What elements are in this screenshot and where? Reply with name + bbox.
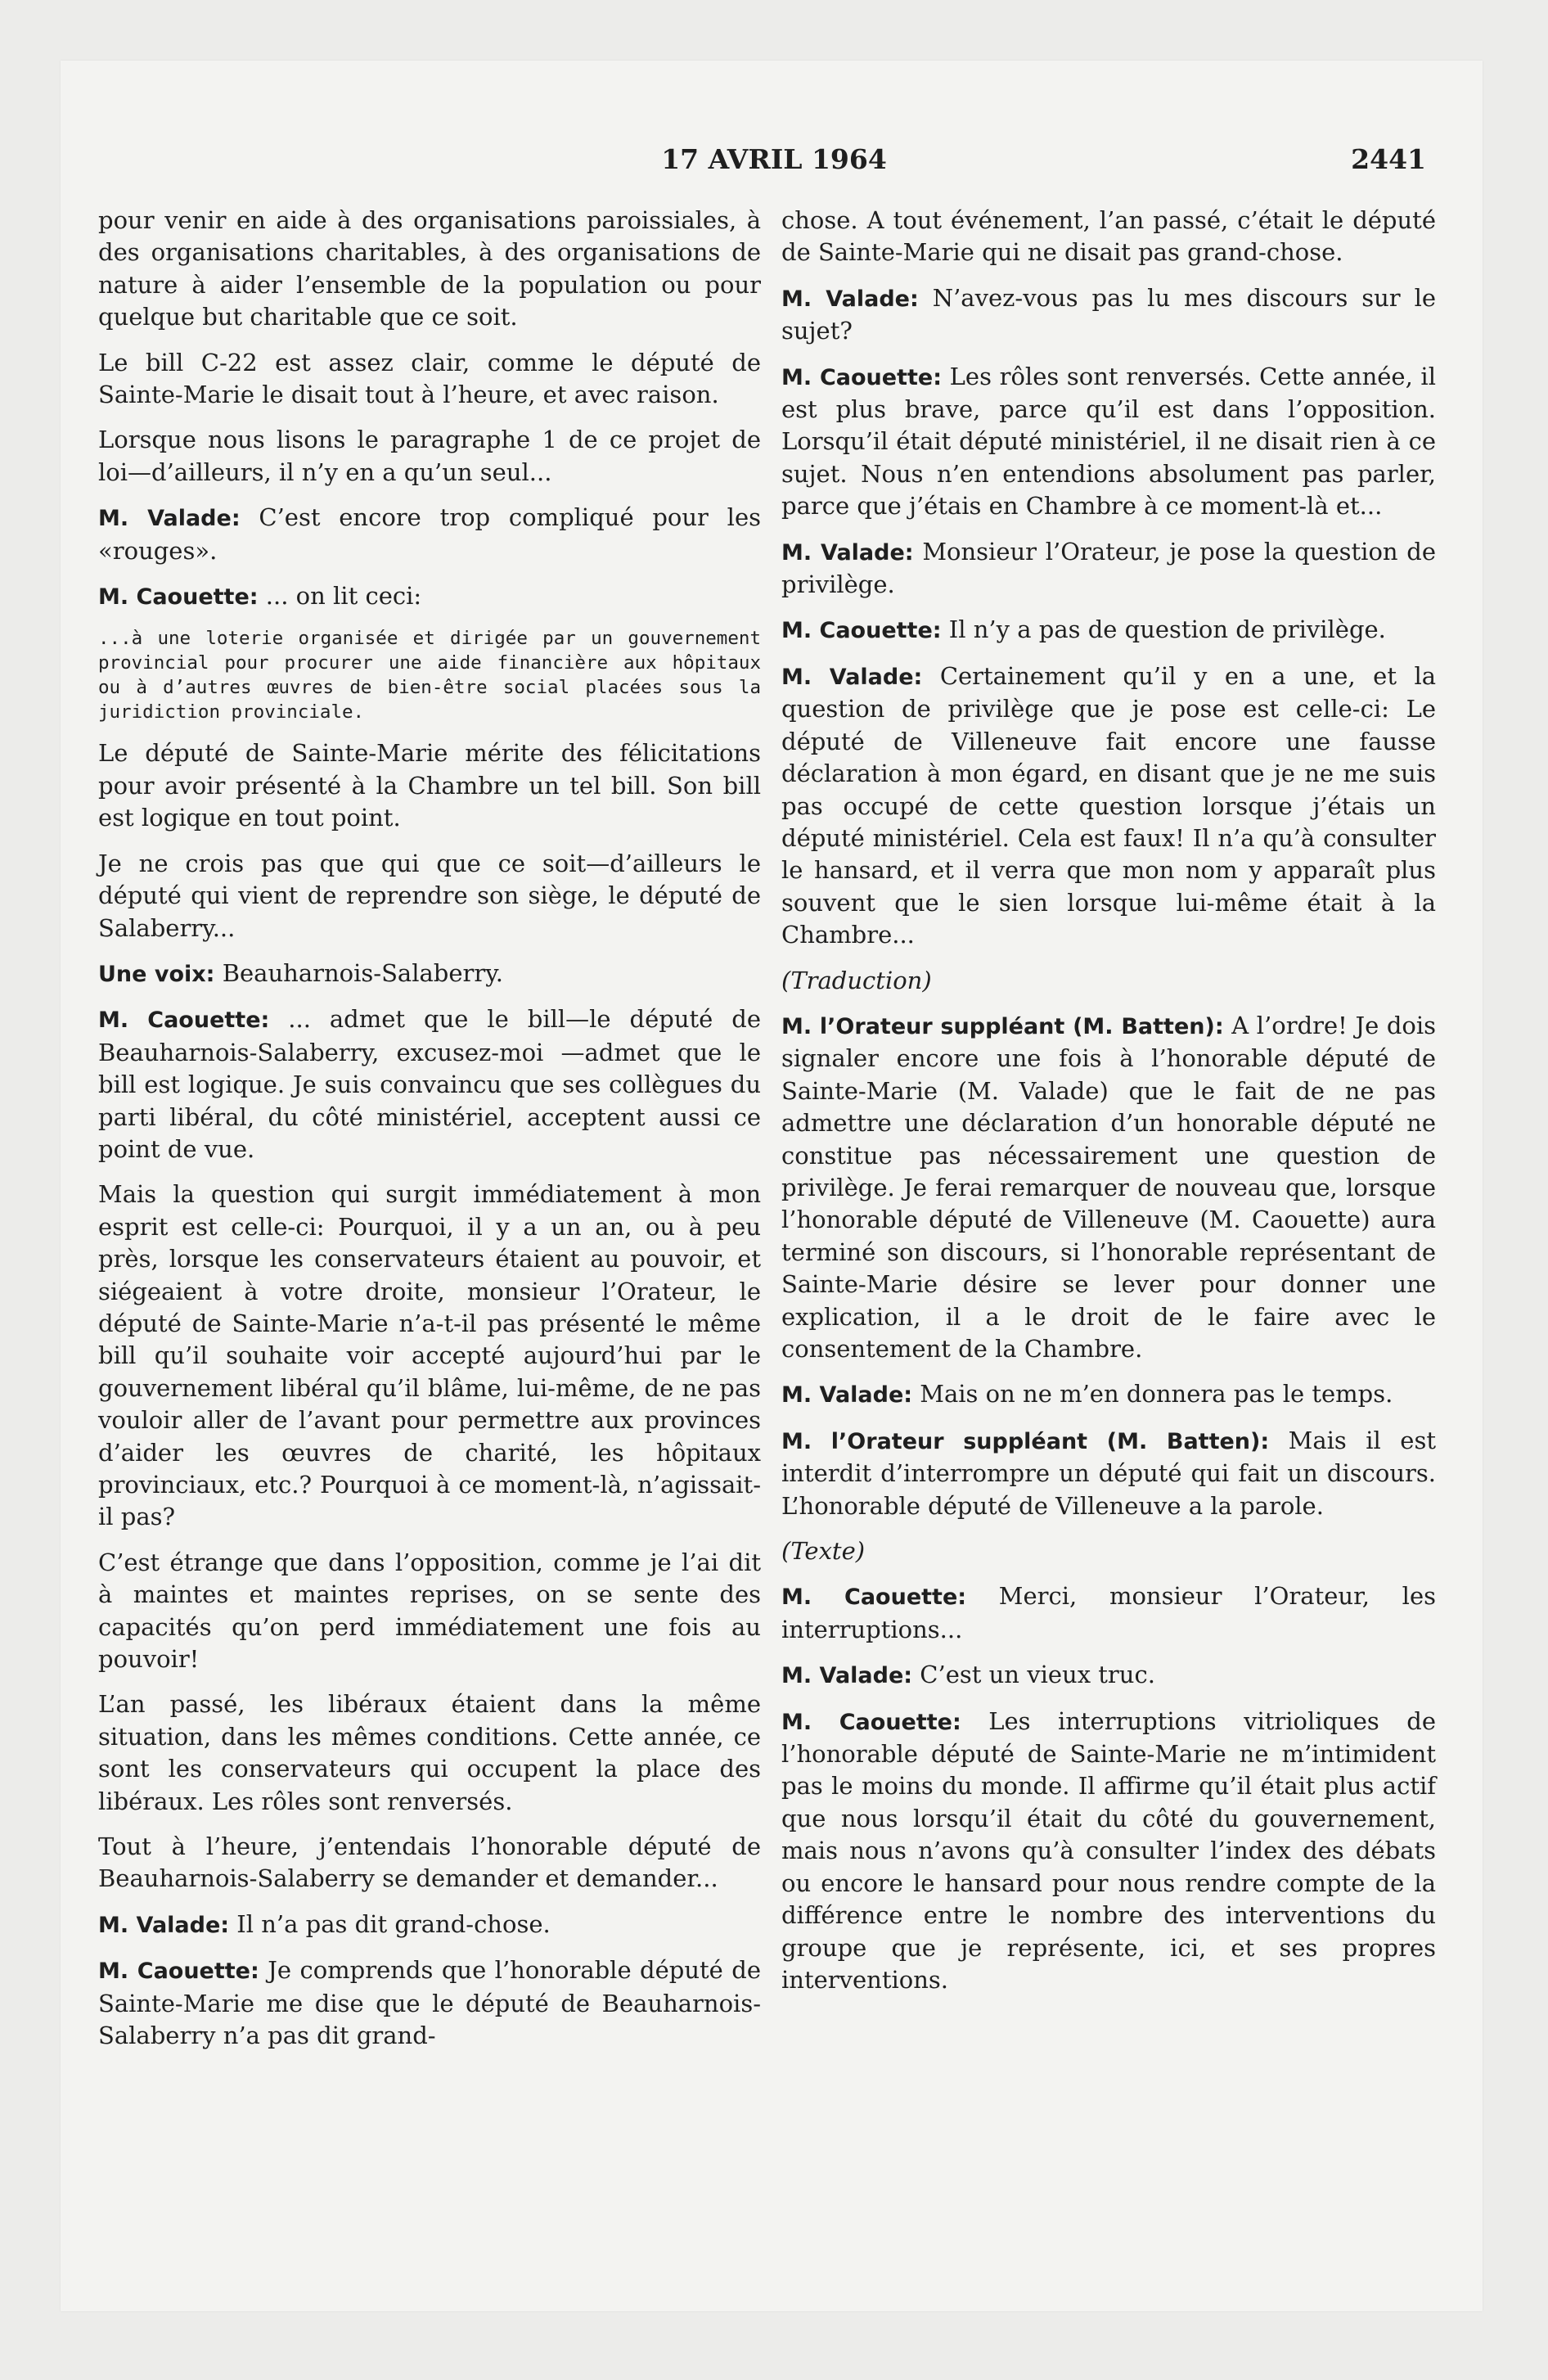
language-note bbox=[781, 1535, 1436, 1567]
paragraph bbox=[781, 361, 1436, 523]
paragraph-text: Beauharnois-Salaberry. bbox=[222, 958, 503, 987]
paragraph-text: L’an passé, les libéraux étaient dans la même situation, dans les mêmes conditions. Cette année, ce sont les conservateurs qui occupent la place des libéraux. Les rôles sont renversés. bbox=[98, 1690, 761, 1815]
paragraph-text: A l’ordre! Je dois signaler encore une fois à l’honorable député de Sainte-Marie (M. Valade) que le fait de ne pas admettre une déclaration d’un honorable député ne constitue pas nécessairement une question de privilège. Je ferai remarquer de nouveau que, lorsque l’honorable député de Villeneuve (M. Caouette) aura terminé son discours, si l’honorable représentant de Sainte-Marie désire se lever pour donner une explication, il a le droit de le faire avec le consentement de la Chambre. bbox=[781, 1011, 1437, 1363]
paragraph-text: C’est étrange que dans l’opposition, comme je l’ai dit à maintes et maintes reprises, on se sente des capacités qu’on perd immédiatement une fois au pouvoir! bbox=[98, 1548, 761, 1674]
speaker-name: M. Valade: bbox=[781, 286, 919, 312]
language-note bbox=[781, 965, 1436, 997]
paragraph bbox=[98, 1547, 761, 1676]
paragraph-text: chose. A tout événement, l’an passé, c’était le député de Sainte-Marie qui ne disait pas grand-chose. bbox=[781, 206, 1436, 267]
paragraph bbox=[98, 1688, 761, 1818]
paragraph-text: Il n’a pas dit grand-chose. bbox=[236, 1909, 551, 1938]
speaker-name: M. Caouette: bbox=[98, 1007, 270, 1034]
paragraph bbox=[98, 502, 761, 567]
paragraph-text: Certainement qu’il y en a une, et la question de privilège que je pose est celle-ci: Le député de Villeneuve fait encore une fausse déclaration à mon égard, en disant que je ne me suis pas occupé de cette question lorsque j’étais un député ministériel. Cela est faux! Il n’a qu’à consulter le hansard, et il verra que mon nom y apparaît plus souvent que le sien lorsque lui-même était à la Chambre... bbox=[781, 661, 1437, 949]
paragraph-text: N’avez-vous pas lu mes discours sur le sujet? bbox=[781, 283, 1437, 345]
paragraph bbox=[781, 1378, 1436, 1411]
right-column bbox=[781, 205, 1436, 2009]
paragraph bbox=[781, 660, 1436, 952]
paragraph-text: Lorsque nous lisons le paragraphe 1 de ce projet de loi—d’ailleurs, il n’y en a qu’un seul... bbox=[98, 426, 761, 486]
quoted-passage bbox=[98, 626, 761, 724]
paragraph bbox=[98, 848, 761, 944]
paragraph-text: C’est encore trop compliqué pour les «rouges». bbox=[98, 503, 762, 565]
paragraph bbox=[98, 1179, 761, 1533]
paragraph bbox=[98, 958, 761, 990]
speaker-name: M. Caouette: bbox=[98, 584, 259, 611]
paragraph-text: Mais la question qui surgit immédiatement à mon esprit est celle-ci: Pourquoi, il y a un an, ou à peu près, lorsque les conservateurs étaient au pouvoir, et siégeaient à votre droite, monsieur l’Orateur, le député de Sainte-Marie n’a-t-il pas présenté le même bill qu’il souhaite voir accepté aujourd’hui par le gouvernement libéral qu’il blâme, lui-même, de ne pas vouloir aller de l’avant pour permettre aux provinces d’aider les œuvres de charité, les hôpitaux provinciaux, etc.? Pourquoi à ce moment-là, n’agissait-il pas? bbox=[98, 1180, 761, 1531]
paragraph-text: Tout à l’heure, j’entendais l’honorable député de Beauharnois-Salaberry se demander et demander... bbox=[98, 1832, 761, 1893]
paragraph-text: Mais il est interdit d’interrompre un député qui fait un discours. L’honorable député de Villeneuve a la parole. bbox=[781, 1426, 1436, 1520]
paragraph bbox=[781, 1010, 1436, 1365]
paragraph bbox=[98, 1831, 761, 1895]
paragraph bbox=[98, 424, 761, 489]
paragraph bbox=[98, 1954, 761, 2052]
paragraph-text: Les rôles sont renversés. Cette année, il est plus brave, parce qu’il est dans l’opposition. Lorsqu’il était député ministériel, il ne disait rien à ce sujet. Nous n’en entendions absolument pas parler, parce que j’étais en Chambre à ce moment-là et... bbox=[781, 362, 1436, 521]
speaker-name: Une voix: bbox=[98, 961, 215, 987]
speaker-name: M. l’Orateur suppléant (M. Batten): bbox=[781, 1428, 1270, 1454]
paragraph bbox=[98, 580, 761, 613]
paragraph bbox=[98, 1003, 761, 1165]
paragraph bbox=[781, 1706, 1436, 1997]
paragraph bbox=[781, 1425, 1436, 1522]
page-header bbox=[0, 143, 1548, 184]
paragraph-text: Merci, monsieur l’Orateur, les interruptions... bbox=[781, 1582, 1436, 1643]
paragraph bbox=[781, 536, 1436, 602]
paragraph-text: C’est un vieux truc. bbox=[920, 1661, 1155, 1689]
paragraph-text: Je comprends que l’honorable député de Sainte-Marie me dise que le député de Beauharnois-Salaberry n’a pas dit grand- bbox=[98, 1956, 762, 2050]
paragraph bbox=[781, 282, 1436, 348]
paragraph-text: Il n’y a pas de question de privilège. bbox=[948, 615, 1386, 644]
speaker-name: M. Caouette: bbox=[781, 364, 942, 390]
paragraph bbox=[781, 205, 1436, 269]
paragraph-text: (Traduction) bbox=[781, 966, 932, 994]
paragraph bbox=[781, 1580, 1436, 1646]
speaker-name: M. Caouette: bbox=[781, 1709, 961, 1735]
speaker-name: M. Valade: bbox=[98, 1912, 230, 1938]
paragraph-text: ... on lit ceci: bbox=[265, 582, 422, 611]
paragraph bbox=[781, 1659, 1436, 1692]
paragraph-text: ...à une loterie organisée et dirigée par un gouvernement provincial pour procurer une aide financière aux hôpitaux ou à d’autres œuvres de bien-être social placées sous la juridiction provinciale. bbox=[98, 628, 761, 723]
speaker-name: M. l’Orateur suppléant (M. Batten): bbox=[781, 1013, 1224, 1039]
paragraph-text: ... admet que le bill—le député de Beauharnois-Salaberry, excusez-moi —admet que le bill est logique. Je suis convaincu que ses collègues du parti libéral, du côté ministériel, acceptent aussi ce point de vue. bbox=[98, 1005, 762, 1163]
speaker-name: M. Valade: bbox=[781, 1663, 913, 1689]
left-column bbox=[98, 205, 761, 2066]
paragraph-text: Mais on ne m’en donnera pas le temps. bbox=[920, 1380, 1393, 1409]
header-date: 17 AVRIL 1964 bbox=[661, 143, 887, 175]
speaker-name: M. Valade: bbox=[98, 506, 241, 532]
speaker-name: M. Caouette: bbox=[781, 618, 942, 644]
speaker-name: M. Valade: bbox=[781, 664, 923, 690]
paragraph-text: Les interruptions vitrioliques de l’honorable député de Sainte-Marie ne m’intimident pas le moins du monde. Il affirme qu’il était plus actif que nous lorsqu’il était du côté du gouvernement, mais nous n’avons qu’à consulter l’index des débats ou encore le hansard pour nous rendre compte de la différence entre le nombre des interventions du groupe que je représente, ici, et ses propres interventions. bbox=[781, 1706, 1436, 1994]
paragraph-text: Le bill C-22 est assez clair, comme le député de Sainte-Marie le disait tout à l’heure, et avec raison. bbox=[98, 348, 761, 409]
paragraph-text: Le député de Sainte-Marie mérite des félicitations pour avoir présenté à la Chambre un tel bill. Son bill est logique en tout point. bbox=[98, 739, 761, 832]
paragraph-text: (Texte) bbox=[781, 1537, 866, 1566]
paragraph bbox=[98, 347, 761, 412]
speaker-name: M. Caouette: bbox=[98, 1959, 259, 1985]
speaker-name: M. Valade: bbox=[781, 539, 914, 566]
paragraph bbox=[781, 614, 1436, 647]
paragraph bbox=[98, 205, 761, 334]
speaker-name: M. Caouette: bbox=[781, 1584, 967, 1611]
speaker-name: M. Valade: bbox=[781, 1382, 913, 1409]
paragraph-text: pour venir en aide à des organisations paroissiales, à des organisations charitables, à des organisations de nature à aider l’ensemble de la population ou pour quelque but charitable que ce soit. bbox=[98, 206, 761, 331]
paragraph bbox=[98, 737, 761, 834]
paragraph bbox=[98, 1909, 761, 1941]
page-number: 2441 bbox=[1351, 143, 1426, 175]
paragraph-text: Je ne crois pas que qui que ce soit—d’ailleurs le député qui vient de reprendre son siège, le député de Salaberry... bbox=[98, 849, 761, 942]
paragraph-text: Monsieur l’Orateur, je pose la question de privilège. bbox=[781, 537, 1437, 599]
